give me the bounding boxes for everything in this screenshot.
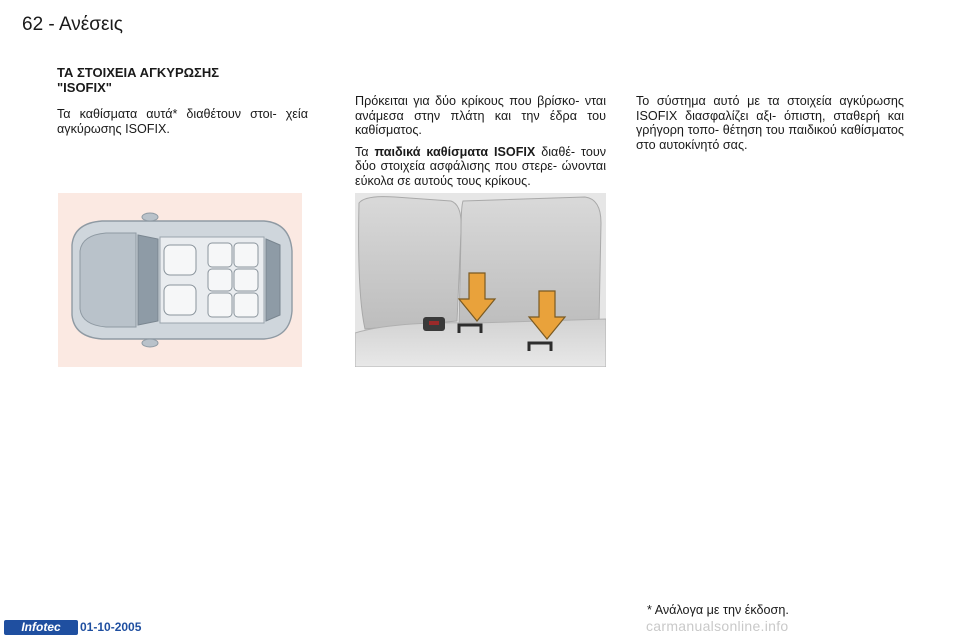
footer-date: 01-10-2005	[80, 620, 142, 634]
isofix-seat-illustration	[355, 193, 606, 367]
child-seat-bold: παιδικά καθίσματα ISOFIX	[374, 144, 536, 159]
section-title-line2: "ISOFIX"	[57, 79, 112, 95]
car-top-view-svg	[58, 193, 302, 367]
page-title: 62 - Ανέσεις	[22, 14, 123, 35]
column-isofix-benefit	[636, 94, 904, 159]
child-seat-paragraph	[355, 145, 606, 189]
watermark: carmanualsonline.info	[646, 618, 789, 634]
isofix-seat-svg	[355, 193, 606, 367]
child-seat-pre: Τα	[355, 144, 375, 159]
column-isofix-intro	[57, 66, 308, 143]
car-top-view-illustration	[58, 193, 302, 367]
section-title	[57, 66, 308, 95]
footnote: * Ανάλογα με την έκδοση.	[647, 603, 789, 617]
rings-paragraph: Πρόκειται για δύο κρίκους που βρίσκο- νται ανάμεσα στην πλάτη και την έδρα του καθίσματος.	[355, 94, 606, 138]
intro-paragraph: Τα καθίσματα αυτά* διαθέτουν στοι- χεία αγκύρωσης ISOFIX.	[57, 107, 308, 136]
child-seat-post: διαθέ- τουν δύο στοιχεία ασφάλισης που στερε- ώνονται εύκολα σε αυτούς τους κρίκους.	[355, 144, 607, 188]
section-title-line1: ΤΑ ΣΤΟΙΧΕΙΑ ΑΓΚΥΡΩΣΗΣ	[57, 65, 220, 80]
benefit-paragraph: Το σύστημα αυτό με τα στοιχεία αγκύρωσης ISOFIX διασφαλίζει αξι- όπιστη, σταθερή και γρήγορη τοπο- θέτηση του παιδικού καθίσματος στο αυτοκίνητό σας.	[636, 94, 904, 152]
column-isofix-rings	[355, 94, 606, 196]
infotec-logo: Infotec	[4, 620, 78, 635]
